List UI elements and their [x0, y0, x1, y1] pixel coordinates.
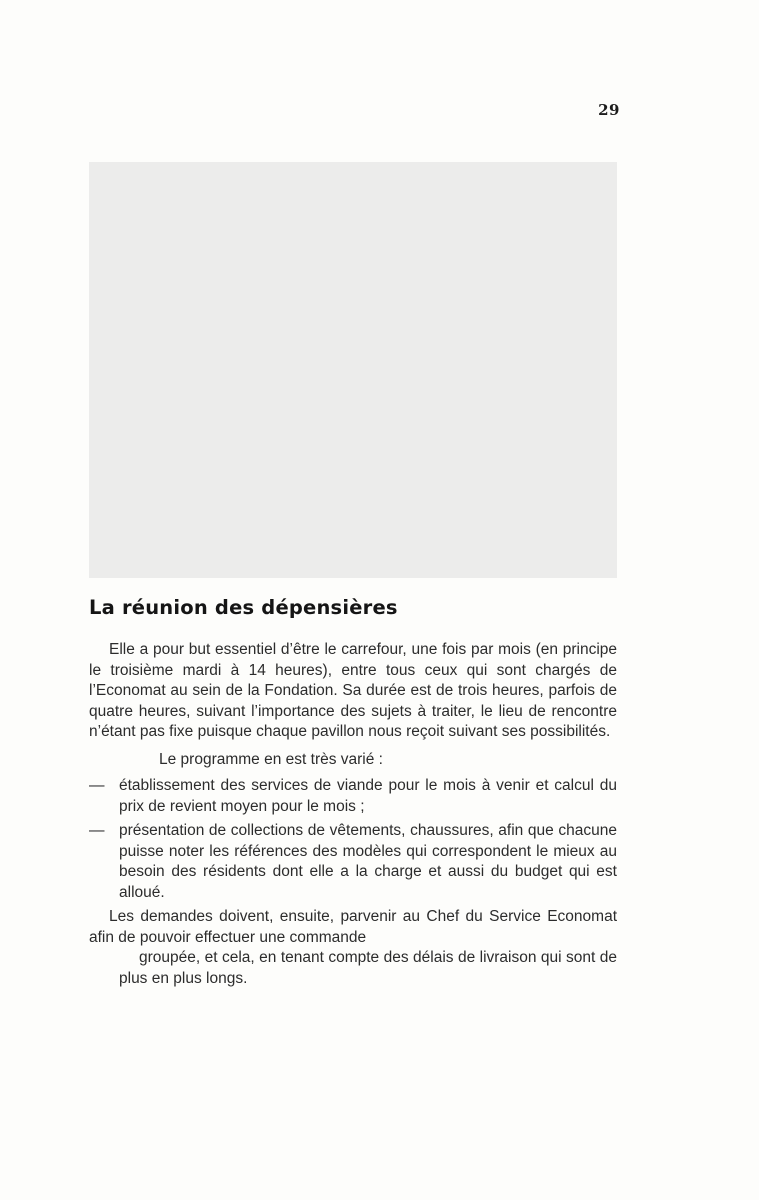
body-text [89, 640, 617, 989]
paragraph-demandes-start: Les demandes doivent, ensuite, parvenir au Chef du Service Economat afin de pouvoir effectuer une commande [89, 908, 617, 946]
list-item-text: présentation de collections de vêtements, chaussures, afin que chacune puisse noter les références des modèles qui correspondent le mieux au besoin des résidents dont elle a la charge et aussi du budget qui est alloué. [119, 822, 617, 901]
list-dash: — [89, 777, 105, 794]
list-item [89, 776, 617, 817]
paragraph-intro: Elle a pour but essentiel d’être le carrefour, une fois par mois (en principe le troisième mardi à 14 heures), entre tous ceux qui sont chargés de l’Economat au sein de la Fondation. Sa durée est de trois heures, parfois de quatre heures, suivant l’importance des sujets à traiter, le lieu de rencontre n’étant pas fixe puisque chaque pavillon nous reçoit suivant ses possibilités. [89, 641, 617, 740]
section-title: La réunion des dépensières [89, 596, 398, 619]
list-item [89, 821, 617, 903]
list-item-text: établissement des services de viande pour le mois à venir et calcul du prix de revient moyen pour le mois ; [119, 777, 617, 815]
list-dash: — [89, 822, 105, 839]
paragraph-programme: Le programme en est très varié : [159, 750, 383, 768]
paragraph-demandes [89, 907, 617, 989]
page-number: 29 [598, 101, 620, 119]
programme-list [89, 776, 617, 903]
paragraph-demandes-continued: groupée, et cela, en tenant compte des délais de livraison qui sont de plus en plus longs. [119, 949, 617, 987]
photo-area [89, 162, 617, 578]
